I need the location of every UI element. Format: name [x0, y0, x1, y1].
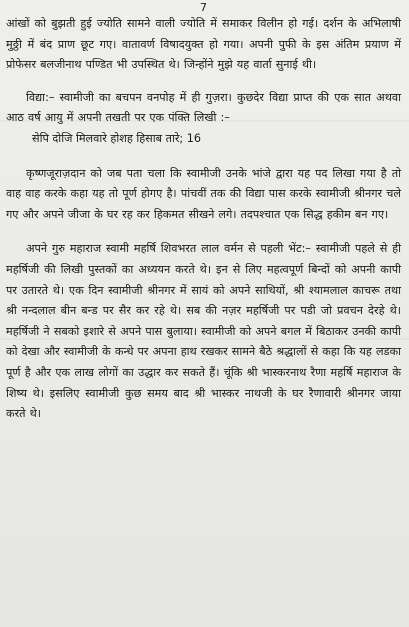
verse-line: सेपि दोजि मिलवारे होशह हिसाब तारे; 16	[32, 131, 201, 145]
bleed-through-line	[0, 120, 409, 122]
paragraph-education: विद्या:– स्वामीजी का बचपन वनपोह में ही गुज़रा। कुछदेर विद्या प्राप्त की एक सात अथवा आठ वर्ष आयु में अपनी तखती पर एक पंक्ति लिखी :–	[6, 90, 401, 125]
paragraph-krishnaju: कृष्णजूराज़दान को जब पता चला कि स्वामीजी उनके भांजे द्वारा यह पद लिखा गया है तो वाह वाह करके कहा यह तो पूर्ण होगए है। पांचवीं तक की विद्या पास करके स्वामीजी श्रीनगर चले गए और अपने जीजा के घर रह कर हिकमत सीखने लगे। तदपश्चात एक सिद्ध हकीम बन गए।	[6, 166, 401, 221]
paragraph-guru-meeting: अपने गुरु महाराज स्वामी महर्षि शिवभरत लाल वर्मन से पहली भेंट:– स्वामीजी पहले से ही महर्षिजी की लिखी पुस्तकों का अध्ययन करते थे। इन से लिए महत्वपूर्ण बिन्दों को अपनी कापी पर उतारते थे। एक दिन स्वामीजी श्रीनगर में सायं को अपने साथियों, श्री श्यामलाल काचरू तथा श्री नन्दलाल बीन बन्ड पर सैर कर रहे थे। सब की नज़र महर्षिजी पर पडी जो प्रवचन देरहे थे। महर्षिजी ने सबको इशारे से अपने पास बुलाया। स्वामीजी को अपने बगल में बिठाकर उनकी कापी को देखा और स्वामीजी के कन्धे पर अपना हाथ रखकर सामने बैठे श्रद्धालों से कहा कि यह लडका पूर्ण है और एक लाख लोगों का उद्धार कर सकते हैं। चूंकि श्री भास्करनाथ रैणा महर्षि महाराज के शिष्य थे। इसलिए स्वामीजी कुछ समय बाद श्री भास्कर नाथजी के घर रैणावारी श्रीनगर जाया करते थे।	[6, 242, 401, 421]
paragraph-opening: आंखों को बुझती हुई ज्योति सामने वाली ज्योति में समाकर विलीन हो गई। दर्शन के अभिलाषी मुठ्ठी में बंद प्राण छूट गए। वातावर्ण विषादयुक्त हो गया। अपनी पुफी के इस अंतिम प्रयाण में प्रोफेसर बलजीनाथ पण्डित भी उपस्थित थे। जिन्होंने मुझे यह वार्ता सुनाई थी।	[6, 17, 401, 72]
bleed-through-line	[0, 338, 409, 340]
page-number: 7	[200, 1, 207, 14]
